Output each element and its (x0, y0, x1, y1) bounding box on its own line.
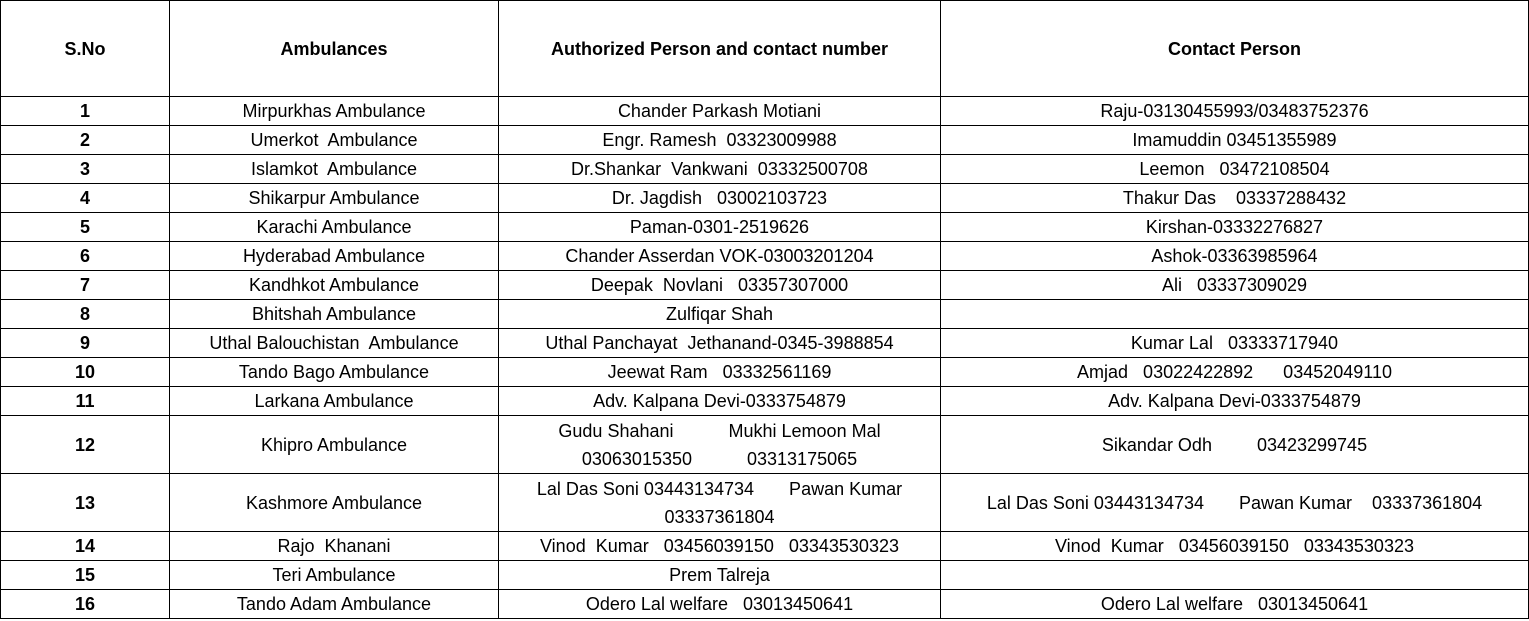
cell-ambulance: Karachi Ambulance (170, 213, 499, 242)
cell-contact-person: Ashok-03363985964 (941, 242, 1529, 271)
cell-sno: 14 (1, 532, 170, 561)
cell-sno: 1 (1, 97, 170, 126)
cell-sno: 8 (1, 300, 170, 329)
table-row (1, 184, 1529, 213)
cell-contact-person: Sikandar Odh 03423299745 (941, 416, 1529, 474)
cell-authorized-person: Lal Das Soni 03443134734 Pawan Kumar 03337361804 (499, 474, 941, 532)
cell-ambulance: Kashmore Ambulance (170, 474, 499, 532)
cell-ambulance: Mirpurkhas Ambulance (170, 97, 499, 126)
table-row (1, 213, 1529, 242)
cell-ambulance: Tando Bago Ambulance (170, 358, 499, 387)
table-row (1, 474, 1529, 532)
cell-sno: 10 (1, 358, 170, 387)
cell-ambulance: Tando Adam Ambulance (170, 590, 499, 619)
table-row (1, 271, 1529, 300)
cell-sno: 4 (1, 184, 170, 213)
cell-authorized-person: Jeewat Ram 03332561169 (499, 358, 941, 387)
cell-contact-person: Odero Lal welfare 03013450641 (941, 590, 1529, 619)
cell-contact-person: Leemon 03472108504 (941, 155, 1529, 184)
table-row (1, 532, 1529, 561)
cell-ambulance: Rajo Khanani (170, 532, 499, 561)
table-row (1, 329, 1529, 358)
cell-ambulance: Bhitshah Ambulance (170, 300, 499, 329)
cell-sno: 6 (1, 242, 170, 271)
cell-authorized-person: Uthal Panchayat Jethanand-0345-3988854 (499, 329, 941, 358)
cell-contact-person: Vinod Kumar 03456039150 03343530323 (941, 532, 1529, 561)
cell-contact-person: Amjad 03022422892 03452049110 (941, 358, 1529, 387)
cell-ambulance: Khipro Ambulance (170, 416, 499, 474)
cell-contact-person: Thakur Das 03337288432 (941, 184, 1529, 213)
header-row (1, 1, 1529, 97)
cell-ambulance: Kandhkot Ambulance (170, 271, 499, 300)
cell-contact-person: Imamuddin 03451355989 (941, 126, 1529, 155)
table-row (1, 97, 1529, 126)
cell-contact-person: Lal Das Soni 03443134734 Pawan Kumar 03337361804 (941, 474, 1529, 532)
cell-authorized-person: Zulfiqar Shah (499, 300, 941, 329)
cell-contact-person: Ali 03337309029 (941, 271, 1529, 300)
cell-sno: 12 (1, 416, 170, 474)
cell-sno: 16 (1, 590, 170, 619)
cell-sno: 7 (1, 271, 170, 300)
cell-ambulance: Umerkot Ambulance (170, 126, 499, 155)
cell-contact-person: Kirshan-03332276827 (941, 213, 1529, 242)
cell-authorized-person: Paman-0301-2519626 (499, 213, 941, 242)
cell-authorized-person: Vinod Kumar 03456039150 03343530323 (499, 532, 941, 561)
cell-contact-person: Adv. Kalpana Devi-0333754879 (941, 387, 1529, 416)
table-row (1, 300, 1529, 329)
cell-sno: 9 (1, 329, 170, 358)
cell-contact-person: Raju-03130455993/03483752376 (941, 97, 1529, 126)
cell-sno: 11 (1, 387, 170, 416)
cell-authorized-person: Prem Talreja (499, 561, 941, 590)
cell-ambulance: Islamkot Ambulance (170, 155, 499, 184)
cell-authorized-person: Adv. Kalpana Devi-0333754879 (499, 387, 941, 416)
header-sno: S.No (1, 1, 170, 97)
cell-authorized-person: Odero Lal welfare 03013450641 (499, 590, 941, 619)
cell-authorized-person: Gudu Shahani Mukhi Lemoon Mal 03063015350 03313175065 (499, 416, 941, 474)
table-row (1, 358, 1529, 387)
cell-ambulance: Hyderabad Ambulance (170, 242, 499, 271)
cell-ambulance: Teri Ambulance (170, 561, 499, 590)
table-row (1, 416, 1529, 474)
cell-authorized-person: Engr. Ramesh 03323009988 (499, 126, 941, 155)
table-row (1, 155, 1529, 184)
table-row (1, 590, 1529, 619)
header-contact-person: Contact Person (941, 1, 1529, 97)
cell-sno: 2 (1, 126, 170, 155)
cell-authorized-person: Chander Parkash Motiani (499, 97, 941, 126)
cell-contact-person (941, 300, 1529, 329)
cell-contact-person: Kumar Lal 03333717940 (941, 329, 1529, 358)
cell-authorized-person: Dr.Shankar Vankwani 03332500708 (499, 155, 941, 184)
cell-sno: 13 (1, 474, 170, 532)
cell-ambulance: Shikarpur Ambulance (170, 184, 499, 213)
cell-ambulance: Uthal Balouchistan Ambulance (170, 329, 499, 358)
table-row (1, 387, 1529, 416)
cell-authorized-person: Chander Asserdan VOK-03003201204 (499, 242, 941, 271)
cell-authorized-person: Dr. Jagdish 03002103723 (499, 184, 941, 213)
cell-ambulance: Larkana Ambulance (170, 387, 499, 416)
cell-contact-person (941, 561, 1529, 590)
cell-sno: 3 (1, 155, 170, 184)
cell-sno: 5 (1, 213, 170, 242)
table-row (1, 242, 1529, 271)
cell-sno: 15 (1, 561, 170, 590)
cell-authorized-person: Deepak Novlani 03357307000 (499, 271, 941, 300)
header-authorized-person: Authorized Person and contact number (499, 1, 941, 97)
header-ambulances: Ambulances (170, 1, 499, 97)
table-row (1, 126, 1529, 155)
table-row (1, 561, 1529, 590)
table-body (1, 97, 1529, 619)
